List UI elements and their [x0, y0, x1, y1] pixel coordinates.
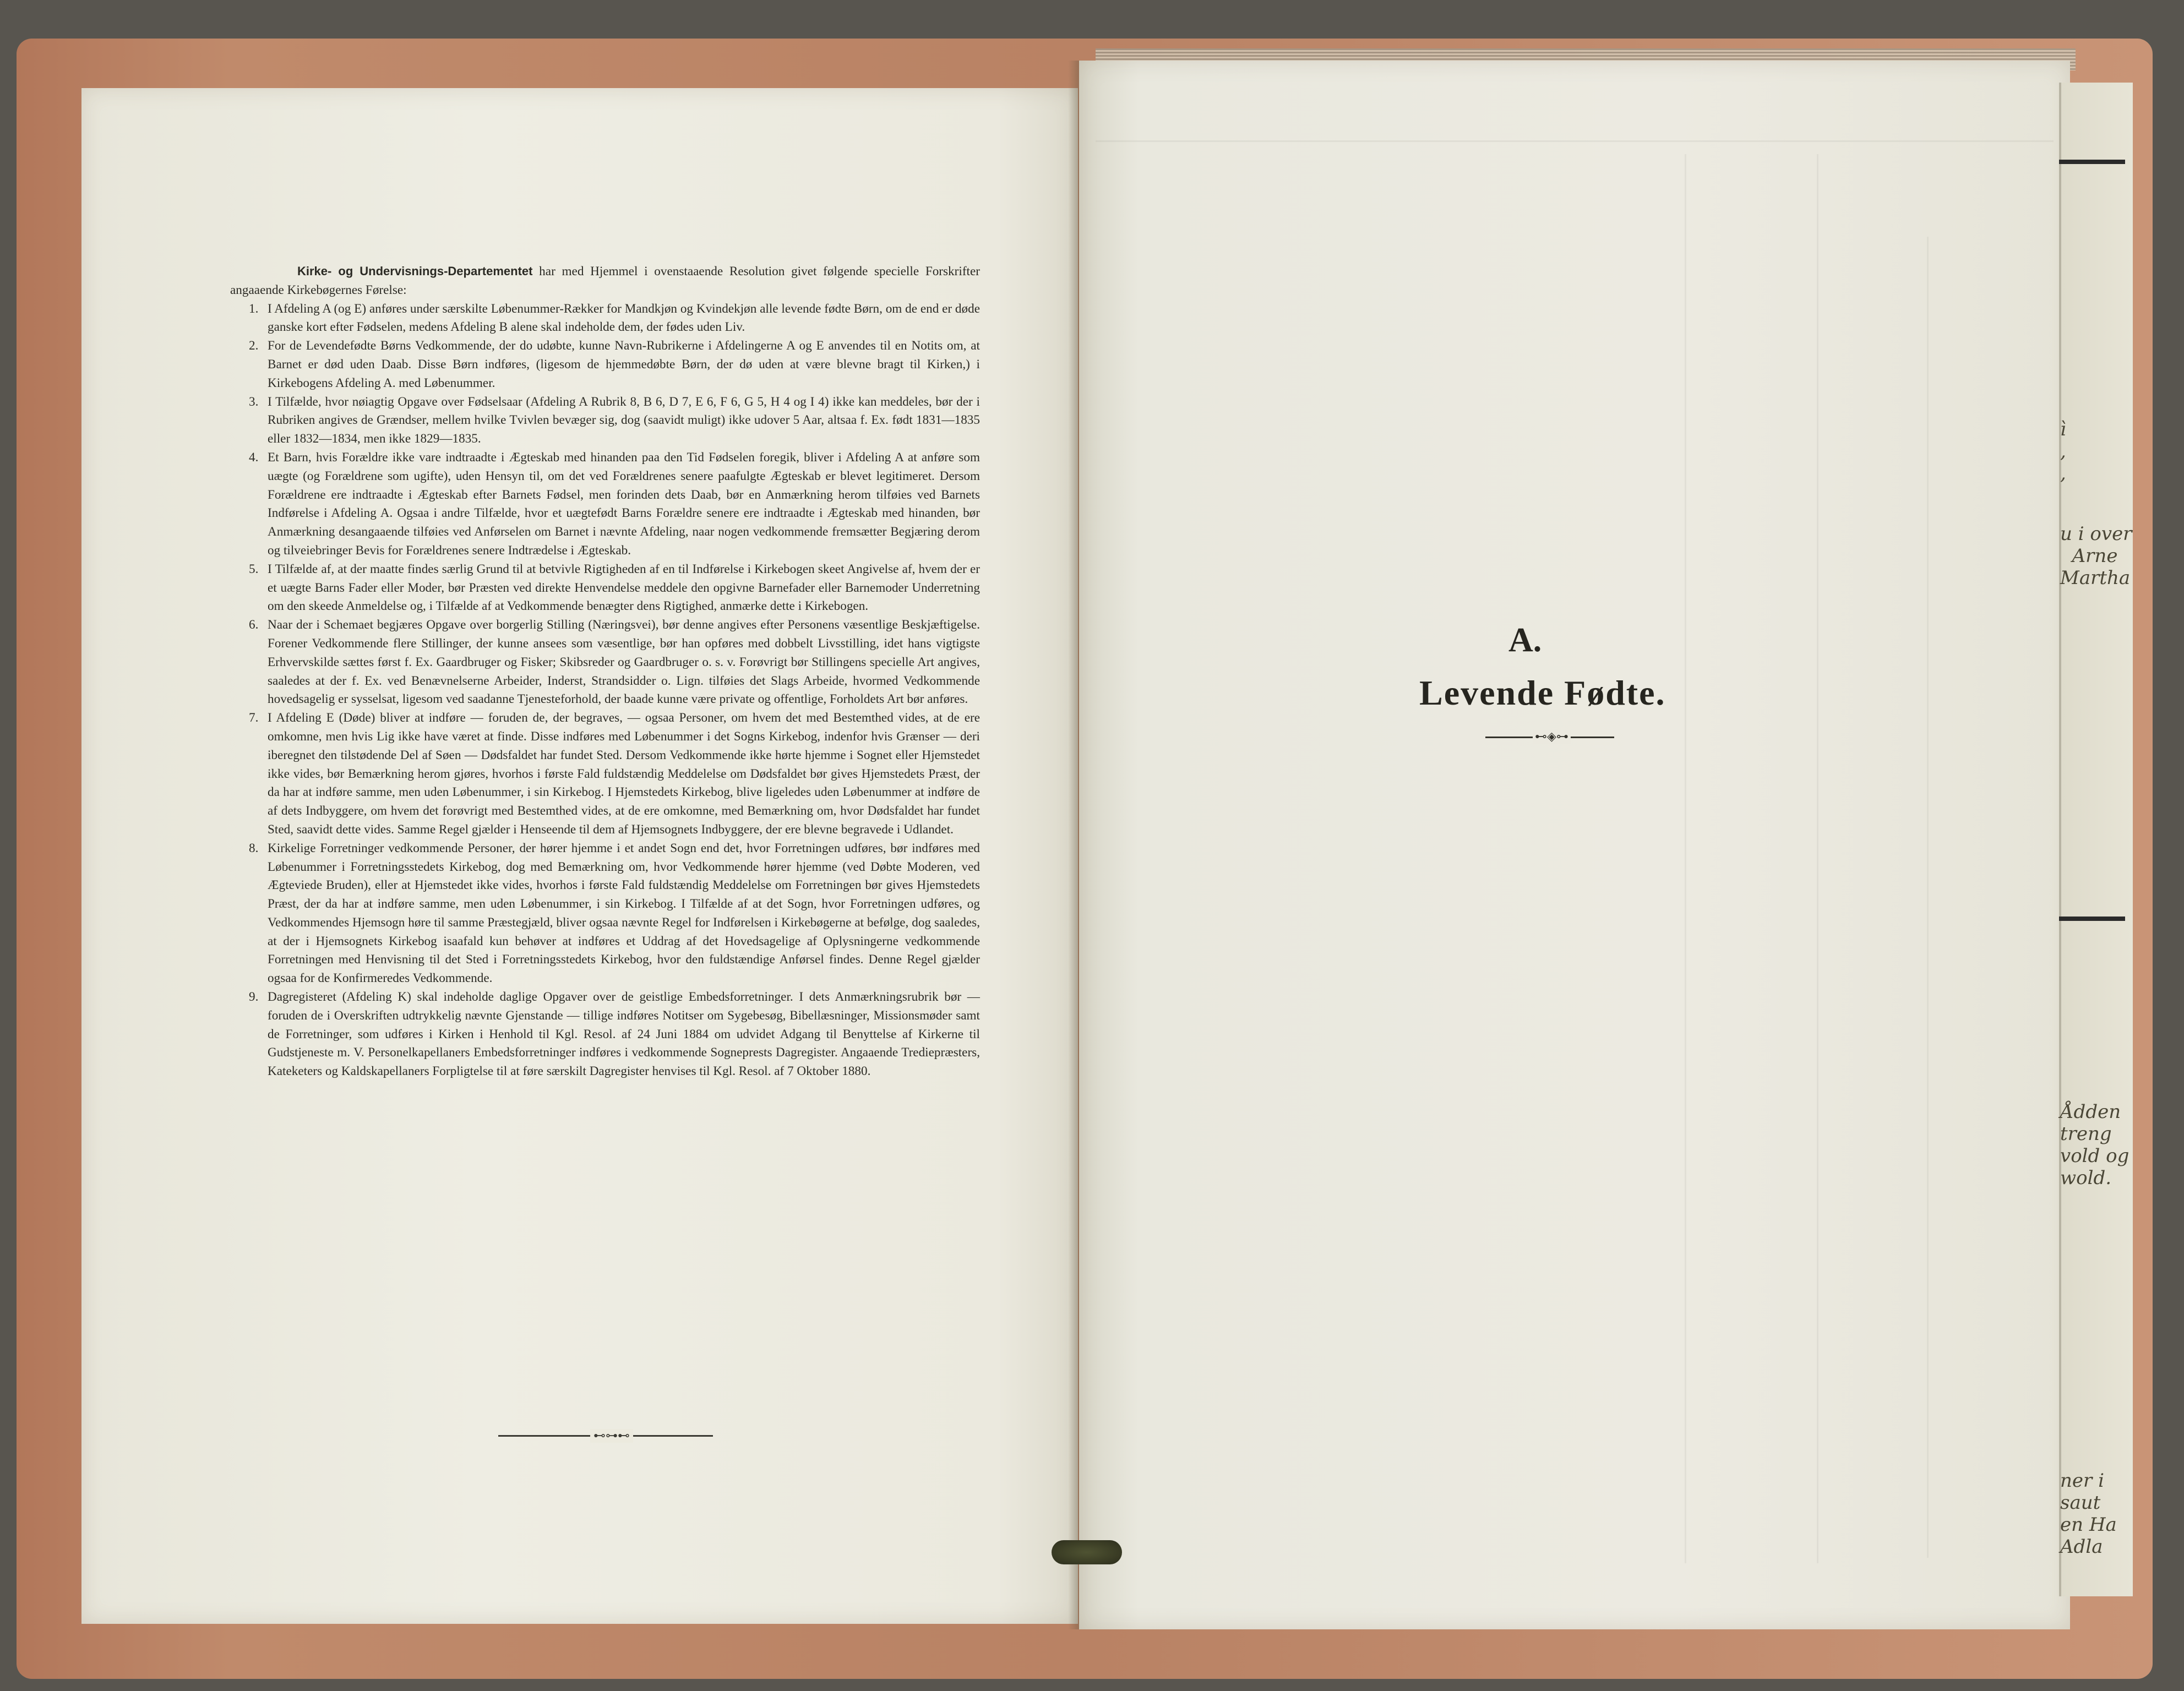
- margin-note: ı̀ , ,: [2060, 418, 2066, 484]
- margin-note: Ådden treng vold og wold.: [2060, 1101, 2129, 1189]
- rules-list: [230, 300, 980, 1081]
- intro-paragraph: [230, 262, 980, 300]
- bleed-through-line: [1685, 154, 1686, 1563]
- rule-number: 2.: [249, 339, 259, 353]
- rule-text: I Afdeling E (Døde) bliver at indføre — foruden de, der begraves, — ogsaa Personer, om hvem det med Bestemthed vides, at de ere omkomne, men hvis Lig ikke have været at finde. Disse indføres med Løbenummer i det Sogns Kirkebog, indenfor hvis Grænser — deri iberegnet den tilstødende Del af Søen — Dødsfaldet har fundet Sted. Dersom Vedkommende ikke hørte hjemme i Sognet eller Hjemstedet ikke vides, bør Bemærkning herom gjøres, hvorhos i første Fald fuldstændig Meddelelse om Dødsfaldet bør gives Hjemstedets Præst, der da har at indføre samme, men uden Løbenummer, i sin Kirkebog. I Hjemstedets Kirkebog, blive ligeledes uden Løbenummer at indføre de af dets Indbyggere, om hvem det forøvrigt med Bestemthed vides, at de ere omkomne, med Bemærkning om, hvor Dødsfaldet har fundet Sted, saavidt dette vides. Samme Regel gjælder i Henseende til dem af Hjemsognets Indbyggere, der ere blevne begravede i Udlandet.: [268, 711, 980, 837]
- rule-item: [230, 393, 980, 449]
- rule-text: Et Barn, hvis Forældre ikke vare indtraadte i Ægteskab med hinanden paa den Tid Fødselen foregik, bliver i Afdeling A at anføre som uægte (og Forældrene som ugifte), uden Hensyn til, om det ved Forældrenes senere paafulgte Ægteskab er blevet legitimeret. Dersom Forældrene ere indtraadte i Ægteskab efter Barnets Fødsel, men forinden dets Daab, bør en Anmærkning herom tilføies ved Barnets Indførelse i Afdeling A. Ogsaa i andre Tilfælde, hvor et uægtefødt Barns Forældre senere ere indtraadte i Ægteskab med hinanden, bør Anmærkning desangaaende tilføies ved Anførselen om Barnet i nævnte Afdeling, naar nogen vedkommende fremsætter Begjæring derom og tilveiebringer Bevis for Forældrenes senere Indtrædelse i Ægteskab.: [268, 450, 980, 558]
- bleed-through-line: [1096, 140, 2054, 142]
- rule-text: Kirkelige Forretninger vedkommende Personer, der hører hjemme i et andet Sogn end det, hvor Forretningen udføres, bør indføres med Løbenummer i Forretningsstedets Kirkebog, dog med Bemærkning om, hvor Vedkommende hører hjemme (ved Døbte Moderen, ved Ægteviede Bruden), eller at Hjemstedet ikke vides, hvorhos i første Fald fuldstændig Meddelelse om Forretningen bør gives Hjemstedets Præst, der da har at indføre samme, men uden Løbenummer, i sin Kirkebog. I Tilfælde af at det Sogn, hvor Forretningen udføres, og Vedkommendes Hjemsogn høre til samme Præstegjæld, bliver ogsaa nævnte Regel for Indførelsen i Kirkebøgerne at befølge, dog saaledes, at der i Hjemsognets Kirkebog isaafald kun behøver at indføres et Uddrag af det Hovedsagelige af Oplysningerne vedkommende Forretningen med Henvisning til det Sted i Forretningsstedets Kirkebog, hvor den fuldstændige Anførsel findes. Denne Regel gjælder ogsaa for de Konfirmeredes Vedkommende.: [268, 841, 980, 986]
- title-ornament: ⊷◈⊶: [1533, 730, 1571, 744]
- rule-item: [230, 449, 980, 560]
- tab-divider: [2059, 160, 2125, 164]
- rule-text: I Tilfælde, hvor nøiagtig Opgave over Fødselsaar (Afdeling A Rubrik 8, B 6, D 7, E 6, F 6, G 5, H 4 og I 4) ikke kan meddeles, bør der i Rubriken angives de Grændser, mellem hvilke Tvivlen bevæger sig, dog (saavidt muligt) ikke udover 5 Aar, altsaa f. Ex. født 1831—1835 eller 1832—1834, men ikke 1829—1835.: [268, 394, 980, 446]
- section-title: Levende Fødte.: [1419, 673, 1666, 712]
- rule-number: 3.: [249, 394, 259, 409]
- right-page: [1079, 61, 2070, 1629]
- department-name: Kirke- og Undervisnings-Departementet: [297, 264, 533, 278]
- binding-sticker: [1052, 1540, 1122, 1564]
- index-tab-strip: [2059, 83, 2133, 1596]
- rule-number: 5.: [249, 561, 259, 576]
- rule-item: [230, 560, 980, 616]
- rule-number: 4.: [249, 450, 259, 465]
- rule-number: 9.: [249, 990, 259, 1005]
- rule-text: Dagregisteret (Afdeling K) skal indeholde daglige Opgaver over de geistlige Embedsforretninger. I dets Anmærkningsrubrik bør — foruden de i Overskriften udtrykkelig nævnte Gjenstande — tillige indføres Notitser om Sygebesøg, Bibellæsninger, Missionsmøder samt de Forretninger, som udføres i Kirken i Henhold til Kgl. Resol. af 24 Juni 1884 om udvidet Adgang til Benyttelse af Kirkerne til Gudstjeneste m. V. Personelkapellaners Embedsforretninger indføres i vedkommende Sogneprests Dagregister. Angaaende Trediepræsters, Kateketers og Kaldskapellaners Forpligtelse til at føre særskilt Dagregister henvises til Kgl. Resol. af 7 Oktober 1880.: [268, 990, 980, 1079]
- margin-note: u i over Arne Martha: [2060, 523, 2132, 589]
- rule-text: I Afdeling A (og E) anføres under særskilte Løbenummer-Rækker for Mandkjøn og Kvindekjøn alle levende fødte Børn, om de end er døde ganske kort efter Fødselen, medens Afdeling B alene skal indeholde dem, der fødes uden Liv.: [268, 301, 980, 335]
- intro-text: har med Hjemmel i ovenstaaende Resolution givet følgende specielle Forskrifter angaaende Kirkebøgernes Førelse:: [230, 264, 980, 297]
- rule-item: [230, 988, 980, 1081]
- rule-number: 6.: [249, 618, 259, 632]
- section-letter: A.: [1508, 621, 1542, 659]
- rule-text: Naar der i Schemaet begjæres Opgave over borgerlig Stilling (Næringsvei), bør denne angives efter Personens væsentlige Beskjæftigelse. Forener Vedkommende flere Stillinger, der kunne ansees som væsentlige, bør han opføres med dobbelt Livsstilling, idet hans vigtigste Erhvervskilde sættes først f. Ex. Gaardbruger og Fisker; Skibsreder og Gaardbruger o. s. v. Forøvrigt bør Stillingens specielle Art angives, saaledes at der f. Ex. ved Benævnelserne Arbeider, Inderst, Strandsidder o. Lign. tilføies det Slags Arbeide, hvormed Vedkommende hovedsagelig er sysselsat, ligesom ved saadanne Tjenesteforhold, der baade kunne være private og offentlige, Forholdets Art bør anføres.: [268, 618, 980, 707]
- closing-ornament: ⊷⊶⊷: [590, 1429, 633, 1443]
- rule-item: [230, 709, 980, 839]
- rule-item: [230, 616, 980, 709]
- rule-item: [230, 839, 980, 988]
- rule-number: 8.: [249, 841, 259, 855]
- rule-text: For de Levendefødte Børns Vedkommende, der do udøbte, kunne Navn-Rubrikerne i Afdelingerne A og E anvendes til en Notits om, at Barnet er død uden Daab. Disse Børn indføres, (ligesom de hjemmedøbte Børn, der dø uden at være blevne bragt til Kirken,) i Kirkebogens Afdeling A. med Løbenummer.: [268, 339, 980, 390]
- regulations-text: [230, 262, 980, 1081]
- tab-divider: [2059, 917, 2125, 921]
- bleed-through-line: [1927, 237, 1929, 1558]
- rule-item: [230, 337, 980, 392]
- bleed-through-line: [1817, 154, 1818, 1563]
- rule-number: 1.: [249, 301, 259, 316]
- rule-item: [230, 300, 980, 337]
- rule-number: 7.: [249, 711, 259, 726]
- rule-text: I Tilfælde af, at der maatte findes særlig Grund til at betvivle Rigtigheden af en til Indførelse i Kirkebogen skeet Angivelse af, hvem der er et uægte Barns Fader eller Moder, bør Præsten ved direkte Henvendelse meddele den opgivne Barnefader eller Barnemoder Underretning om den skeede Anmeldelse og, i Tilfælde af at Vedkommende benægter dens Rigtighed, anmærke dette i Kirkebogen.: [268, 561, 980, 614]
- margin-note: ner i saut en Ha Adla: [2060, 1470, 2117, 1558]
